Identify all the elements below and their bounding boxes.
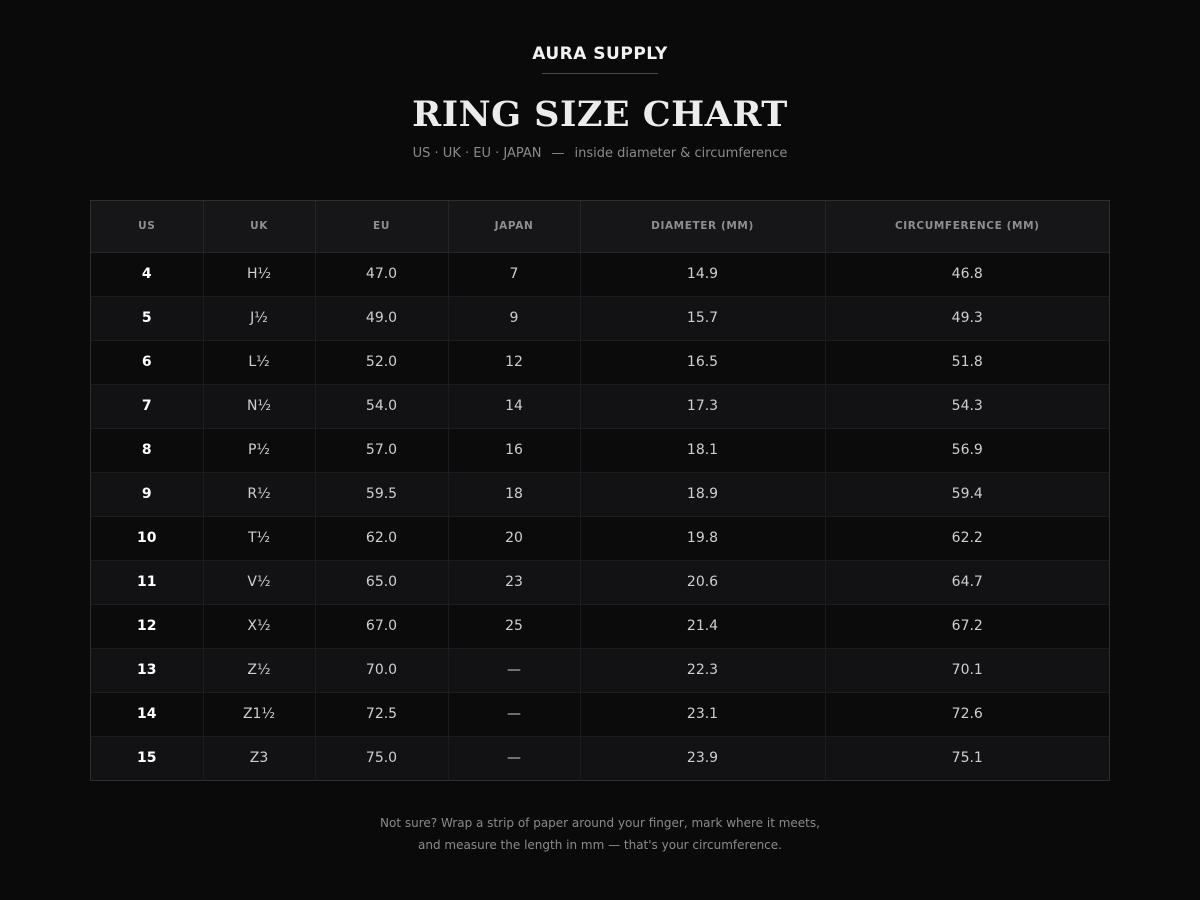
cell-uk-size: Z1½ [203,692,315,736]
table-row [91,516,1109,560]
table-row [91,736,1109,780]
cell-diameter-mm: 15.7 [580,296,825,340]
cell-us-size: 13 [91,648,203,692]
cell-us-size: 7 [91,384,203,428]
table-row [91,692,1109,736]
cell-eu-size: 75.0 [315,736,448,780]
column-header-eu: EU [315,201,448,252]
cell-japan-size: — [448,648,580,692]
cell-circumference-mm: 62.2 [825,516,1109,560]
tip-line-2: and measure the length in mm — that's your circumference. [418,838,782,852]
cell-diameter-mm: 22.3 [580,648,825,692]
cell-diameter-mm: 17.3 [580,384,825,428]
cell-japan-size: 7 [448,252,580,296]
table-row [91,472,1109,516]
cell-diameter-mm: 18.1 [580,428,825,472]
size-table-container [90,200,1110,781]
table-row [91,560,1109,604]
cell-us-size: 14 [91,692,203,736]
cell-uk-size: Z½ [203,648,315,692]
cell-circumference-mm: 56.9 [825,428,1109,472]
table-row [91,340,1109,384]
cell-us-size: 4 [91,252,203,296]
cell-circumference-mm: 70.1 [825,648,1109,692]
cell-diameter-mm: 23.9 [580,736,825,780]
cell-eu-size: 52.0 [315,340,448,384]
cell-circumference-mm: 59.4 [825,472,1109,516]
cell-us-size: 8 [91,428,203,472]
cell-uk-size: N½ [203,384,315,428]
cell-circumference-mm: 67.2 [825,604,1109,648]
cell-circumference-mm: 49.3 [825,296,1109,340]
column-header-japan: JAPAN [448,201,580,252]
tip-line-1: Not sure? Wrap a strip of paper around your finger, mark where it meets, [380,816,820,830]
ring-size-table [91,201,1109,780]
table-row [91,648,1109,692]
cell-diameter-mm: 21.4 [580,604,825,648]
cell-japan-size: 16 [448,428,580,472]
cell-uk-size: T½ [203,516,315,560]
table-row [91,296,1109,340]
cell-diameter-mm: 18.9 [580,472,825,516]
cell-us-size: 10 [91,516,203,560]
cell-eu-size: 62.0 [315,516,448,560]
cell-eu-size: 54.0 [315,384,448,428]
cell-circumference-mm: 54.3 [825,384,1109,428]
cell-us-size: 6 [91,340,203,384]
cell-japan-size: — [448,736,580,780]
cell-us-size: 9 [91,472,203,516]
column-header-uk: UK [203,201,315,252]
cell-uk-size: H½ [203,252,315,296]
cell-us-size: 12 [91,604,203,648]
cell-circumference-mm: 46.8 [825,252,1109,296]
cell-circumference-mm: 75.1 [951,750,983,767]
cell-diameter-mm: 14.9 [580,252,825,296]
table-body [91,252,1109,780]
cell-diameter-mm: 16.5 [580,340,825,384]
cell-eu-size: 67.0 [315,604,448,648]
cell-us-size: 15 [91,736,203,780]
subtitle-systems: US · UK · EU · JAPAN [412,146,542,161]
cell-diameter-mm: 20.6 [580,560,825,604]
table-row [91,428,1109,472]
column-header-us: US [91,201,203,252]
cell-japan-size: 14 [448,384,580,428]
cell-circumference-mm: 72.6 [825,692,1109,736]
cell-eu-size: 72.5 [315,692,448,736]
cell-eu-size: 70.0 [315,648,448,692]
cell-uk-size: Z3 [203,736,315,780]
cell-japan-size: 9 [448,296,580,340]
column-header-circumference: CIRCUMFERENCE (MM) [825,201,1109,252]
cell-us-size: 11 [91,560,203,604]
cell-japan-size: 20 [448,516,580,560]
cell-uk-size: X½ [203,604,315,648]
cell-uk-size: L½ [203,340,315,384]
page-title: RING SIZE CHART [412,94,788,135]
cell-circumference-mm: 64.7 [825,560,1109,604]
cell-diameter-mm: 19.8 [580,516,825,560]
page-subtitle [0,146,1200,161]
subtitle-description: inside diameter & circumference [574,146,788,161]
cell-japan-size: 18 [448,472,580,516]
brand-name: AURA SUPPLY [532,44,668,64]
cell-eu-size: 47.0 [315,252,448,296]
cell-japan-size: 25 [448,604,580,648]
cell-uk-size: P½ [203,428,315,472]
table-row [91,604,1109,648]
cell-uk-size: V½ [203,560,315,604]
table-header-row [91,201,1109,252]
cell-us-size: 5 [91,296,203,340]
column-header-diameter: DIAMETER (MM) [580,201,825,252]
cell-uk-size: R½ [203,472,315,516]
subtitle-separator: — [551,146,565,161]
cell-uk-size: J½ [203,296,315,340]
cell-japan-size: 12 [448,340,580,384]
cell-circumference-mm: 51.8 [825,340,1109,384]
brand-divider [542,73,658,74]
cell-eu-size: 59.5 [315,472,448,516]
cell-eu-size: 65.0 [315,560,448,604]
cell-japan-size: — [448,692,580,736]
measuring-tip [0,812,1200,856]
cell-diameter-mm: 23.1 [580,692,825,736]
cell-eu-size: 49.0 [315,296,448,340]
cell-eu-size: 57.0 [315,428,448,472]
table-row [91,252,1109,296]
cell-japan-size: 23 [448,560,580,604]
table-row [91,384,1109,428]
